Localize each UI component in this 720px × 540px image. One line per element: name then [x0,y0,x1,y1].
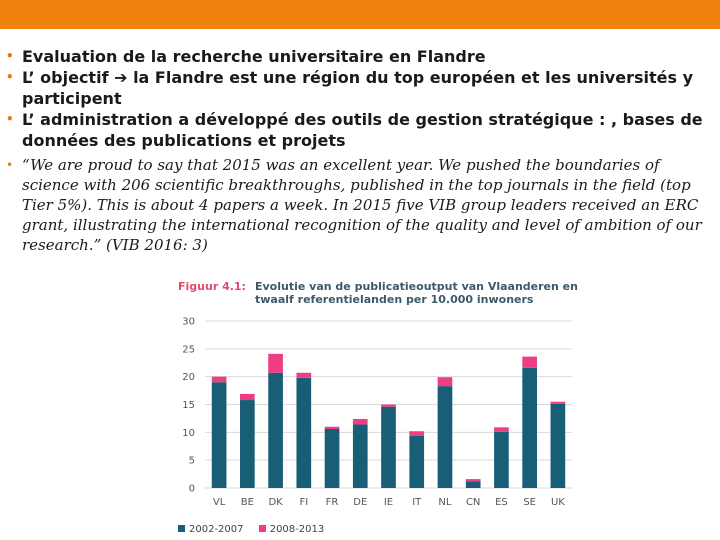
y-tick-label: 30 [182,316,195,328]
bar-es-series-1 [494,432,509,488]
bar-nl-series-2 [438,377,453,386]
bar-uk-series-1 [551,404,566,488]
bullet-objective [6,67,706,109]
bar-fr-series-2 [325,427,340,429]
y-tick-label: 20 [182,372,195,384]
bar-de-series-2 [353,419,368,425]
legend-entry-1 [178,524,244,535]
x-tick-label: UK [550,497,565,508]
header-bar [0,0,720,29]
y-tick-label: 5 [188,455,195,467]
bullet-text: L’ administration a développé des outils de gestion stratégique : , bases de données des publications et projets [22,110,703,150]
bar-vl-series-2 [212,377,227,383]
legend-swatch-2 [259,525,266,532]
bar-se-series-1 [522,368,537,488]
bar-it-series-2 [409,431,424,435]
x-tick-label: DE [353,497,368,508]
x-tick-label: NL [438,497,452,508]
bar-fr-series-1 [325,429,340,488]
bar-uk-series-2 [551,402,566,404]
chart-title: Evolutie van de publicatieoutput van Vlaanderen en twaalf referentielanden per 10.000 inwoners [255,280,578,306]
x-tick-label: FR [325,497,339,508]
bar-ie-series-2 [381,405,396,407]
bullet-dot-icon: • [6,112,14,126]
x-tick-label: IE [383,497,394,508]
figure [170,276,590,538]
y-tick-label: 25 [182,344,195,356]
legend-swatch-1 [178,525,185,532]
bar-fi-series-2 [296,373,311,378]
bullet-dot-icon: • [6,49,14,63]
bar-it-series-1 [409,436,424,488]
x-tick-label: VL [212,497,226,508]
bar-dk-series-2 [268,354,283,373]
x-tick-label: BE [240,497,254,508]
y-tick-label: 0 [188,483,195,495]
bullet-text: “We are proud to say that 2015 was an excellent year. We pushed the boundaries of science with 206 scientific breakthroughs, published in the top journals in the field (top Tier 5%). This is about 4 papers a week. In 2015 five VIB group leaders received an ERC grant, illustrating the international recognition of the quality and level of ambition of our research.” (VIB 2016: 3) [22,156,702,254]
bullet-text-before: L’ objectif [22,68,115,87]
arrow-right-icon: ➔ [114,68,128,87]
bullet-list [6,46,706,255]
x-tick-label: ES [495,497,508,508]
y-tick-label: 10 [182,427,195,439]
x-tick-label: SE [523,497,536,508]
bar-vl-series-1 [212,382,227,488]
figure-label: Figuur 4.1: [178,280,246,293]
x-tick-label: DK [268,497,283,508]
bar-ie-series-1 [381,407,396,488]
x-tick-label: FI [299,497,309,508]
bar-be-series-2 [240,394,255,400]
bar-chart [170,276,590,538]
bullet-text: Evaluation de la recherche universitaire en Flandre [22,47,486,66]
bullet-dot-icon: • [6,158,14,172]
bar-de-series-1 [353,425,368,488]
bar-cn-series-2 [466,479,481,481]
x-tick-label: CN [465,497,481,508]
bar-se-series-2 [522,357,537,368]
y-tick-label: 15 [182,400,195,411]
bullet-quote [6,155,706,255]
bar-fi-series-1 [296,378,311,488]
bullet-text-after: la Flandre est une région du top européen et les universités y participent [22,68,694,108]
bullet-evaluation [6,46,706,67]
bar-es-series-2 [494,427,509,431]
legend-label-1: 2002-2007 [189,524,244,535]
bullet-administration [6,109,706,151]
legend-label-2: 2008-2013 [269,524,325,535]
bar-nl-series-1 [438,386,453,488]
bar-be-series-1 [240,400,255,488]
chart-legend [178,524,336,535]
bar-cn-series-1 [466,481,481,488]
legend-entry-2 [259,524,325,535]
bar-dk-series-1 [268,373,283,488]
x-tick-label: IT [412,497,422,508]
bullet-dot-icon: • [6,70,14,84]
